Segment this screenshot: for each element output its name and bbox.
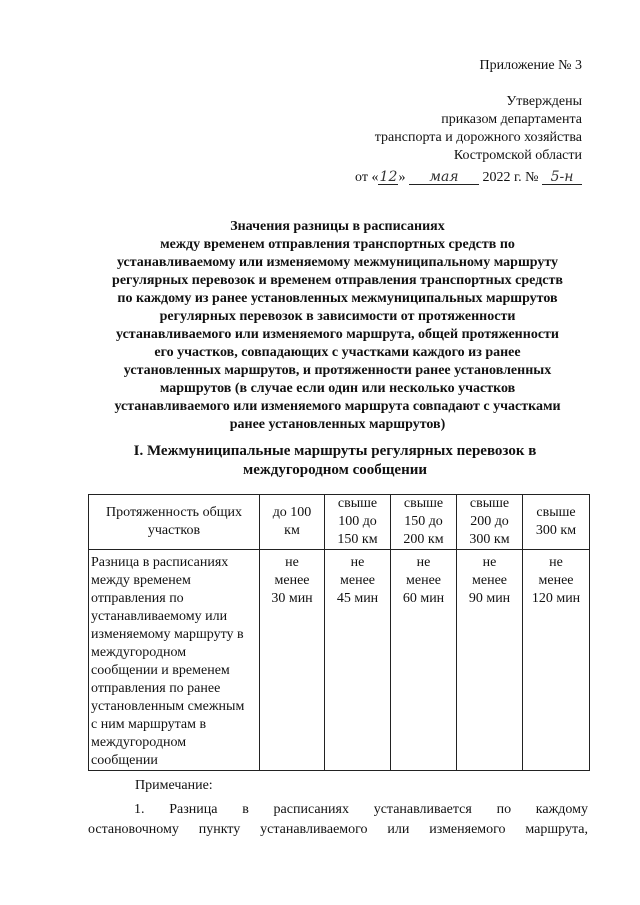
row-label-cell <box>89 550 260 771</box>
approval-line: Костромской области <box>453 148 582 163</box>
row-label-line: устанавливаемому или <box>91 609 228 624</box>
title-line: ранее установленных маршрутов) <box>229 417 446 432</box>
section-heading <box>110 442 560 480</box>
date-year: 2022 г. № <box>482 170 539 185</box>
schedule-difference-table <box>88 494 590 771</box>
column-header-line: 150 км <box>337 532 378 547</box>
value-line: 90 мин <box>468 591 511 606</box>
value-line: менее <box>406 573 441 588</box>
title-line: по каждому из ранее установленных межмуниципальных маршрутов <box>117 291 558 306</box>
header-label-cell <box>89 495 260 550</box>
value-line: менее <box>472 573 507 588</box>
column-header-line: 200 до <box>470 514 509 529</box>
table-header-row <box>89 495 590 550</box>
column-header-line: 300 км <box>535 523 577 538</box>
order-number: 5-н <box>542 170 582 185</box>
date-month: мая <box>409 170 479 185</box>
note-heading: Примечание: <box>135 778 213 793</box>
title-line: устанавливаемому или изменяемому межмуниципальному маршруту <box>116 255 559 270</box>
column-header-line: свыше <box>403 496 444 511</box>
column-header-line: 150 до <box>404 514 443 529</box>
title-line: регулярных перевозок в зависимости от протяженности <box>159 309 516 324</box>
value-line: не <box>482 555 497 570</box>
value-cell <box>523 550 590 771</box>
value-line: 30 мин <box>271 591 313 606</box>
column-header-line: 100 до <box>338 514 377 529</box>
section-line: I. Межмуниципальные маршруты регулярных перевозок в <box>133 443 537 459</box>
value-cell <box>457 550 523 771</box>
approval-date-line <box>262 169 582 187</box>
title-line: устанавливаемого или изменяемого маршрута совпадают с участками <box>114 399 561 414</box>
value-line: менее <box>274 573 310 588</box>
date-prefix: от « <box>355 170 379 185</box>
row-label-line: отправления по ранее <box>91 681 221 696</box>
value-line: не <box>350 555 365 570</box>
column-header <box>325 495 391 550</box>
date-day: 12 <box>379 169 398 185</box>
column-header <box>391 495 457 550</box>
header-label-line: участков <box>147 523 201 538</box>
table-row <box>89 550 590 771</box>
note-line: остановочному пункту устанавливаемого или изменяемого маршрута, <box>88 822 588 837</box>
title-line: маршрутов (в случае если один или несколько участков <box>159 381 516 396</box>
date-mid: » <box>398 170 406 185</box>
appendix-label: Приложение № 3 <box>479 58 582 73</box>
column-header-line: 300 км <box>469 532 510 547</box>
section-line: междугородном сообщении <box>242 462 427 478</box>
title-line: регулярных перевозок и временем отправления транспортных средств <box>112 273 563 288</box>
value-line: не <box>285 555 299 570</box>
approval-block <box>262 93 582 187</box>
row-label-line: отправления по <box>91 591 184 606</box>
value-line: 60 мин <box>402 591 445 606</box>
row-label-line: с ним маршрутам в <box>91 717 207 732</box>
value-line: 120 мин <box>531 591 581 606</box>
title-line: установленных маршрутов, и протяженности ранее установленных <box>123 363 552 378</box>
approval-line: транспорта и дорожного хозяйства <box>374 130 582 145</box>
document-title <box>90 218 585 434</box>
header-label-line: Протяженность общих <box>106 505 242 520</box>
title-line: между временем отправления транспортных средств по <box>160 237 515 252</box>
row-label-line: междугородном <box>91 645 187 660</box>
column-header-line: 200 км <box>403 532 444 547</box>
approval-line: приказом департамента <box>441 112 582 127</box>
value-line: менее <box>340 573 375 588</box>
column-header-line: свыше <box>536 505 576 520</box>
value-line: менее <box>538 573 574 588</box>
value-line: 45 мин <box>336 591 379 606</box>
column-header <box>260 495 325 550</box>
column-header-line: до 100 <box>272 505 312 520</box>
note-paragraph <box>88 800 588 840</box>
row-label-line: установленным смежным <box>91 699 245 714</box>
row-label-line: сообщении <box>91 753 158 768</box>
row-label-line: Разница в расписаниях <box>91 555 229 570</box>
column-header <box>457 495 523 550</box>
value-line: не <box>549 555 563 570</box>
title-line: Значения разницы в расписаниях <box>230 219 445 234</box>
title-line: устанавливаемого или изменяемого маршрута, общей протяженности <box>116 327 559 342</box>
note-line: 1. Разница в расписаниях устанавливается по каждому <box>134 802 588 817</box>
title-line: его участков, совпадающих с участками каждого из ранее <box>154 345 521 360</box>
value-cell <box>325 550 391 771</box>
column-header <box>523 495 590 550</box>
value-cell <box>260 550 325 771</box>
row-label-line: междугородном <box>91 735 187 750</box>
column-header-line: км <box>284 523 300 538</box>
row-label-line: сообщении и временем <box>91 663 230 678</box>
approval-line: Утверждены <box>506 94 582 109</box>
column-header-line: свыше <box>469 496 510 511</box>
value-line: не <box>416 555 431 570</box>
column-header-line: свыше <box>337 496 378 511</box>
value-cell <box>391 550 457 771</box>
row-label-line: между временем <box>91 573 191 588</box>
row-label-line: изменяемому маршруту в <box>91 627 244 642</box>
